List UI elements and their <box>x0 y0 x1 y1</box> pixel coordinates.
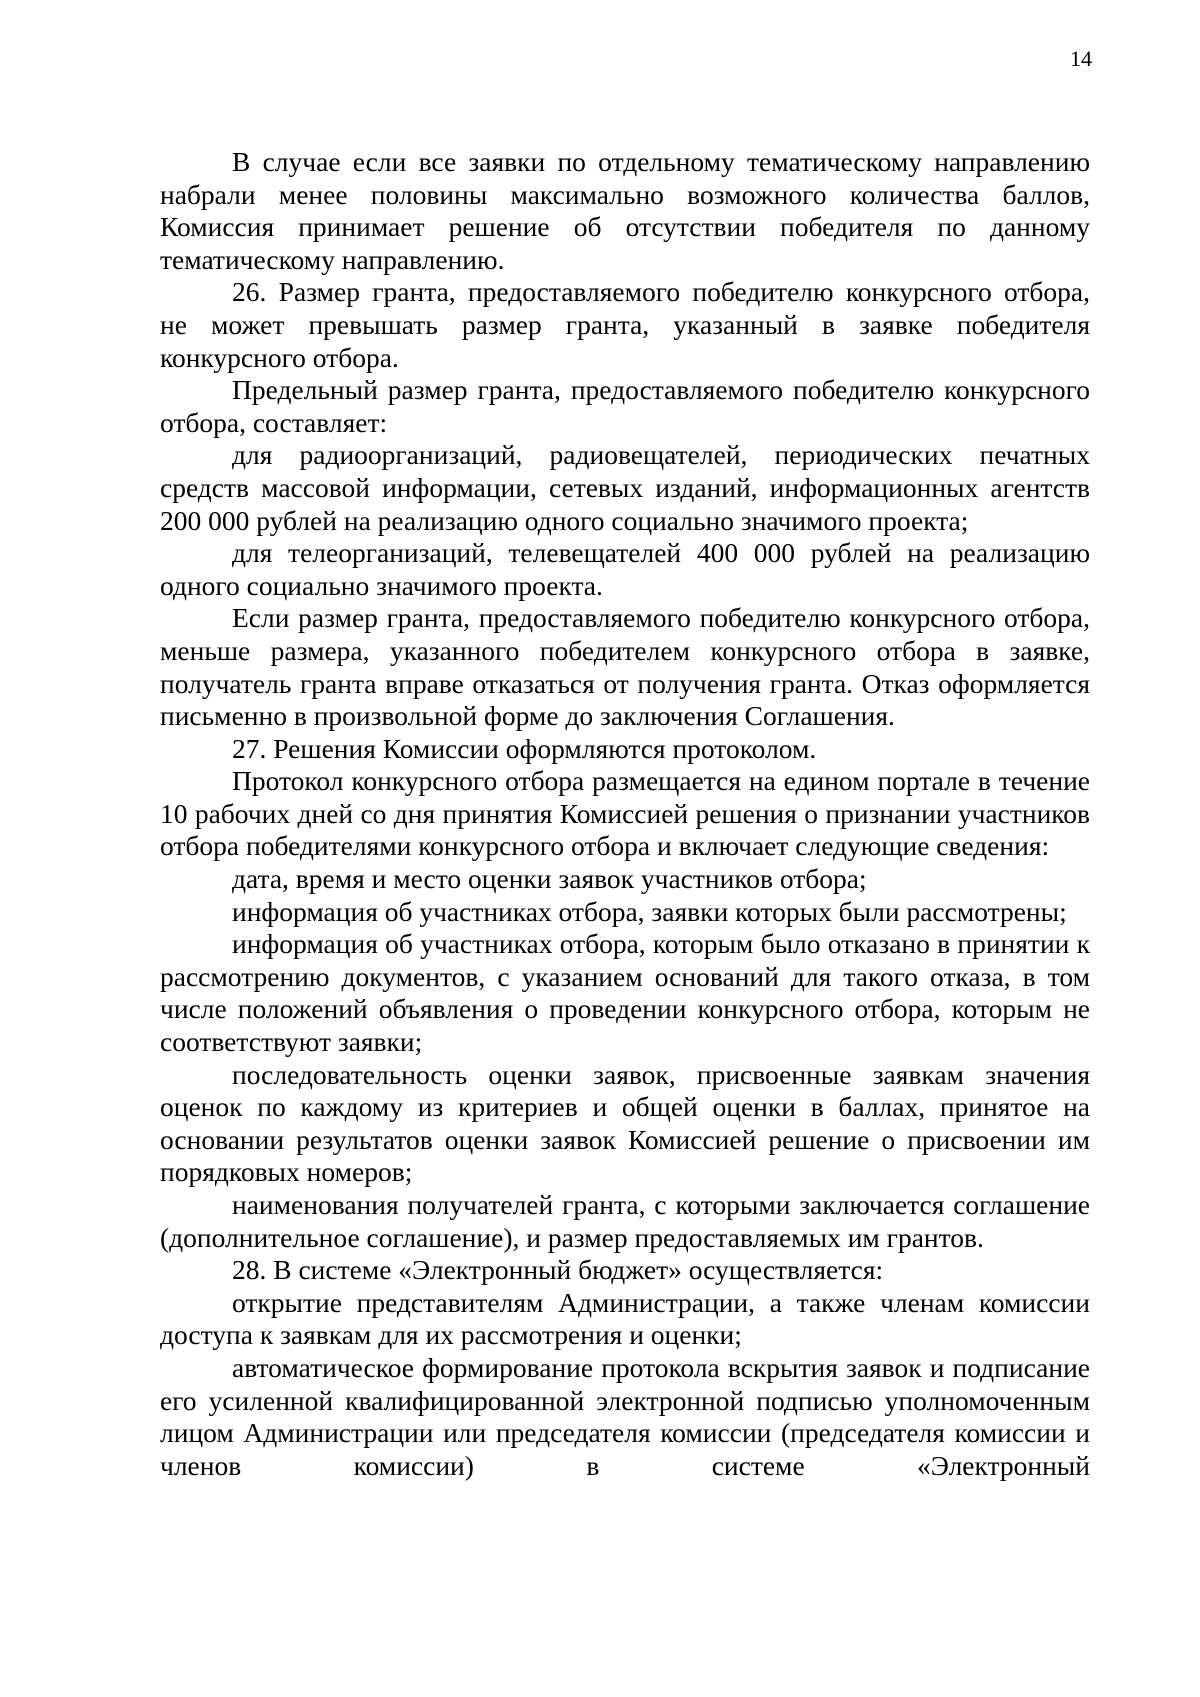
list-item-evaluation-sequence: последовательность оценки заявок, присвоенные заявкам значения оценок по каждому из критериев и общей оценки в баллах, принятое на основании результатов оценки заявок Комиссией решение о присвоении им порядковых номеров; <box>160 1058 1090 1188</box>
document-body <box>160 146 1090 1482</box>
list-item-grant-recipients: наименования получателей гранта, с которыми заключается соглашение (дополнительное соглашение), и размер предоставляемых им грантов. <box>160 1189 1090 1253</box>
page-number: 14 <box>1070 46 1092 71</box>
list-item-reviewed-participants: информация об участниках отбора, заявки которых были рассмотрены; <box>232 895 1067 927</box>
paragraph-protocol-publication: Протокол конкурсного отбора размещается на едином портале в течение 10 рабочих дней со дня принятия Комиссией решения о признании участников отбора победителями конкурсного отбора и включает следующие сведения: <box>160 765 1090 862</box>
paragraph-max-grant-intro: Предельный размер гранта, предоставляемого победителю конкурсного отбора, составляет: <box>160 374 1090 438</box>
paragraph-27-protocol: 27. Решения Комиссии оформляются протоколом. <box>232 732 817 764</box>
list-item-date-time-place: дата, время и место оценки заявок участников отбора; <box>232 863 867 895</box>
paragraph-no-winner: В случае если все заявки по отдельному тематическому направлению набрали менее половины максимально возможного количества баллов, Комиссия принимает решение об отсутствии победителя по данному тематическому направлению. <box>160 146 1090 275</box>
paragraph-26-grant-size: 26. Размер гранта, предоставляемого победителю конкурсного отбора, не может превышать размер гранта, указанный в заявке победителя конкурсного отбора. <box>160 276 1090 373</box>
paragraph-28-electronic-budget: 28. В системе «Электронный бюджет» осуществляется: <box>232 1254 884 1286</box>
paragraph-grant-refusal: Если размер гранта, предоставляемого победителю конкурсного отбора, меньше размера, указанного победителем конкурсного отбора в заявке, получатель гранта вправе отказаться от получения гранта. Отказ оформляется письменно в произвольной форме до заключения Соглашения. <box>160 602 1090 732</box>
paragraph-tv-grant: для телеорганизаций, телевещателей 400 000 рублей на реализацию одного социально значимого проекта. <box>160 537 1090 601</box>
paragraph-radio-grant: для радиоорганизаций, радиовещателей, периодических печатных средств массовой информации, сетевых изданий, информационных агентств 200 000 рублей на реализацию одного социально значимого проекта; <box>160 439 1090 536</box>
list-item-automatic-protocol: автоматическое формирование протокола вскрытия заявок и подписание его усиленной квалифицированной электронной подписью уполномоченным лицом Администрации или председателя комиссии (председателя комиссии и членов комиссии) в системе «Электронный <box>160 1351 1090 1481</box>
list-item-access-opening: открытие представителям Администрации, а также членам комиссии доступа к заявкам для их рассмотрения и оценки; <box>160 1286 1090 1351</box>
list-item-rejected-participants: информация об участниках отбора, которым было отказано в принятии к рассмотрению документов, с указанием оснований для такого отказа, в том числе положений объявления о проведении конкурсного отбора, которым не соответствуют заявки; <box>160 928 1090 1058</box>
